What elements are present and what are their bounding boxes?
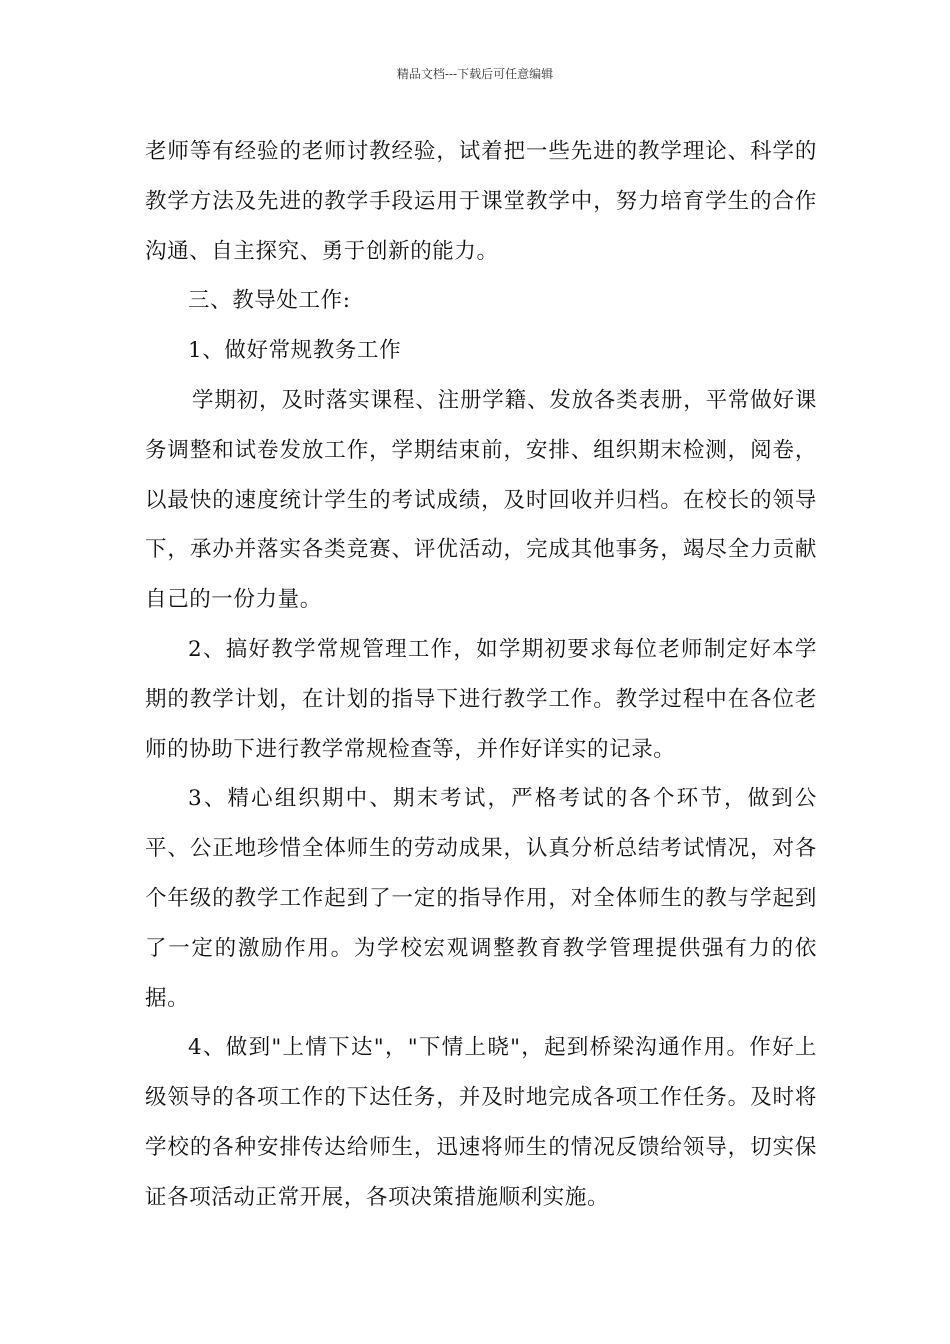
paragraph: 学期初，及时落实课程、注册学籍、发放各类表册，平常做好课务调整和试卷发放工作，学期结束前，安排、组织期末检测，阅卷，以最快的速度统计学生的考试成绩，及时回收并归档。在校长的领导下，承办并落实各类竞赛、评优活动，完成其他事务，竭尽全力贡献自己的一份力量。 — [145, 387, 817, 613]
paragraph: 4、做到"上情下达"，"下情上晓"，起到桥梁沟通作用。作好上级领导的各项工作的下达任务，并及时地完成各项工作任务。及时将学校的各种安排传达给师生，迅速将师生的情况反馈给领导，切实保证各项活动正常开展，各项决策措施顺利实施。 — [145, 1035, 817, 1210]
paragraph: 2、搞好教学常规管理工作，如学期初要求每位老师制定好本学期的教学计划，在计划的指导下进行教学工作。教学过程中在各位老师的协助下进行教学常规检查等，并作好详实的记录。 — [145, 636, 817, 762]
paragraph-continuation: 老师等有经验的老师讨教经验，试着把一些先进的教学理论、科学的教学方法及先进的教学手段运用于课堂教学中，努力培育学生的合作沟通、自主探究、勇于创新的能力。 — [145, 139, 817, 264]
subsection-heading: 1、做好常规教务工作 — [188, 338, 402, 364]
paragraph: 3、精心组织期中、期末考试，严格考试的各个环节，做到公平、公正地珍惜全体师生的劳动成果，认真分析总结考试情况，对各个年级的教学工作起到了一定的指导作用，对全体师生的教与学起到了一定的激励作用。为学校宏观调整教育教学管理提供强有力的依据。 — [145, 786, 817, 1011]
page-header: 精品文档---下载后可任意编辑 — [396, 67, 554, 81]
document-body — [145, 127, 817, 1223]
section-heading: 三、教导处工作: — [188, 288, 351, 314]
